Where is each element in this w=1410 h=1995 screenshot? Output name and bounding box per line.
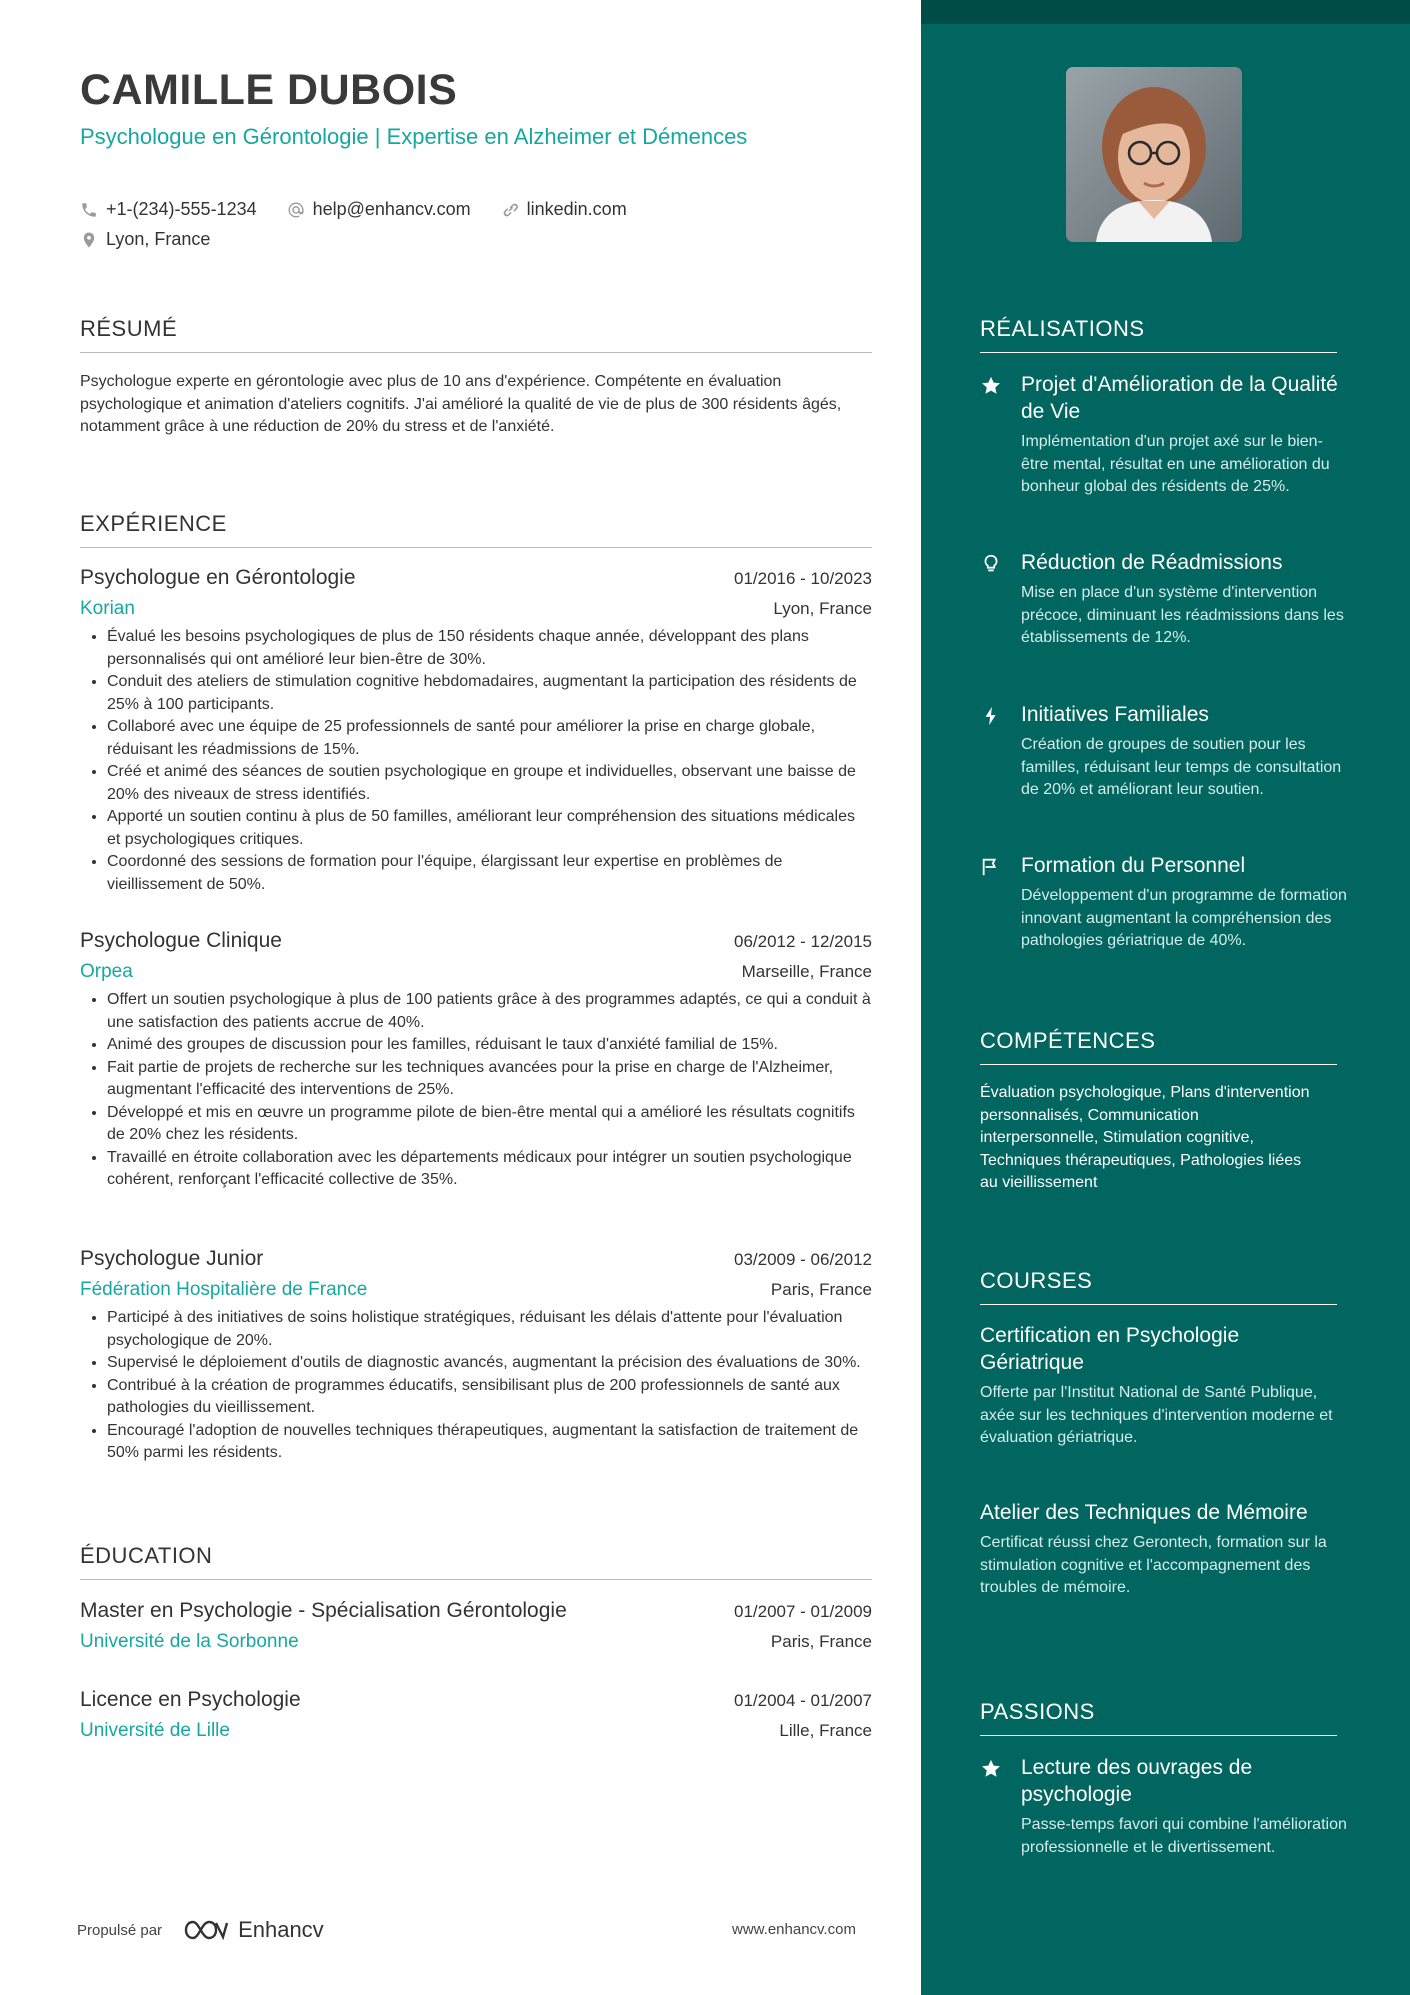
job-bullet: • Coordonné des sessions de formation pour l'équipe, élargissant leur expertise en problèmes de vieillissement de 50%. (107, 851, 872, 896)
job-location: Lyon, France (773, 599, 872, 618)
location-row (80, 229, 210, 250)
degree-dates: 01/2004 - 01/2007 (733, 1691, 872, 1710)
achievement-item (980, 701, 1350, 802)
link-icon (501, 201, 519, 219)
education-item (80, 1688, 872, 1742)
education-section-title: ÉDUCATION (80, 1543, 872, 1580)
job-location: Paris, France (770, 1280, 872, 1299)
profile-photo-image (1066, 67, 1242, 242)
degree-title: Licence en Psychologie (80, 1688, 301, 1711)
skills-section-title: COMPÉTENCES (980, 1028, 1337, 1065)
phone-text: +1-(234)-555-1234 (106, 199, 257, 219)
passion-title: Lecture des ouvrages de psychologie (1021, 1756, 1253, 1806)
achievement-title: Formation du Personnel (1021, 854, 1246, 877)
achievement-item (980, 852, 1350, 953)
course-item (980, 1499, 1335, 1600)
star-icon (980, 375, 1002, 397)
job-bullet: • Apporté un soutien continu à plus de 50 familles, améliorant leur compréhension des situations médicales et psychologiques critiques. (107, 806, 872, 851)
achievement-item (980, 371, 1350, 499)
passion-item (980, 1754, 1350, 1859)
school-location: Paris, France (770, 1632, 872, 1651)
phone-icon (80, 201, 98, 219)
course-title: Certification en Psychologie Gériatrique (980, 1324, 1240, 1374)
email-contact[interactable] (287, 199, 471, 220)
location-contact (80, 229, 210, 250)
school-name: Université de Lille (80, 1720, 230, 1741)
linkedin-text: linkedin.com (526, 199, 627, 219)
skills-text: Évaluation psychologique, Plans d'intervention personnalisés, Communication interpersonnelle, Stimulation cognitive, Techniques thérapeutiques, Pathologies liées au vieillissement (980, 1084, 1310, 1191)
email-text: help@enhancv.com (312, 199, 471, 219)
job-location: Marseille, France (741, 962, 872, 981)
achievement-title: Initiatives Familiales (1021, 703, 1209, 726)
job-dates: 06/2012 - 12/2015 (733, 932, 872, 951)
location-pin-icon (80, 231, 98, 249)
enhancv-logo-icon (182, 1918, 228, 1942)
job-company: Orpea (80, 961, 133, 982)
course-title: Atelier des Techniques de Mémoire (980, 1501, 1308, 1524)
website-link[interactable]: www.enhancv.com (732, 1921, 856, 1938)
flag-icon (980, 856, 1002, 878)
job-company: Korian (80, 598, 135, 619)
candidate-name: CAMILLE DUBOIS (80, 66, 458, 114)
job-dates: 01/2016 - 10/2023 (733, 569, 872, 588)
job-title: Psychologue en Gérontologie (80, 566, 356, 589)
experience-section-title: EXPÉRIENCE (80, 511, 872, 548)
passions-section-title: PASSIONS (980, 1699, 1337, 1736)
job-bullet: • Travaillé en étroite collaboration avec les départements médicaux pour intégrer un soutien psychologique cohérent, renforçant l'efficacité collective de 35%. (107, 1147, 872, 1192)
job-title: Psychologue Junior (80, 1247, 264, 1270)
lightning-icon (980, 705, 1002, 727)
job-bullet: • Développé et mis en œuvre un programme pilote de bien-être mental qui a amélioré les résultats cognitifs de 20% chez les résidents. (107, 1102, 872, 1147)
achievement-desc: Implémentation d'un projet axé sur le bien-être mental, résultat en une amélioration du bonheur global des résidents de 25%. (1021, 433, 1330, 495)
contact-row (80, 199, 627, 220)
lightbulb-icon (980, 553, 1002, 575)
summary-text: Psychologue experte en gérontologie avec plus de 10 ans d'expérience. Compétente en évaluation psychologique et animation d'ateliers cognitifs. J'ai amélioré la qualité de vie de plus de 300 résidents âgés, notamment grâce à une réduction de 20% du stress et de l'anxiété. (80, 373, 842, 435)
job-bullet: • Fait partie de projets de recherche sur les techniques avancées pour la prise en charge de l'Alzheimer, augmentant l'efficacité des interventions de 25%. (107, 1057, 872, 1102)
star-icon (980, 1758, 1002, 1780)
courses-section-title: COURSES (980, 1268, 1337, 1305)
school-location: Lille, France (779, 1721, 872, 1740)
achievement-title: Réduction de Réadmissions (1021, 551, 1283, 574)
job-company: Fédération Hospitalière de France (80, 1279, 368, 1300)
course-desc: Certificat réussi chez Gerontech, formation sur la stimulation cognitive et l'accompagnement des troubles de mémoire. (980, 1534, 1327, 1596)
job-title: Psychologue Clinique (80, 929, 282, 952)
location-text: Lyon, France (106, 229, 211, 249)
experience-item (80, 566, 872, 896)
passion-desc: Passe-temps favori qui combine l'amélioration professionnelle et le divertissement. (1021, 1816, 1347, 1856)
job-bullet: • Évalué les besoins psychologiques de plus de 150 résidents chaque année, développant des plans personnalisés qui ont amélioré leur bien-être de 30%. (107, 626, 872, 671)
job-dates: 03/2009 - 06/2012 (733, 1250, 872, 1269)
job-bullet: • Créé et animé des séances de soutien psychologique en groupe et individuelles, observant une baisse de 20% des niveaux de stress identifiés. (107, 761, 872, 806)
powered-by-text: Propulsé par (77, 1921, 163, 1939)
brand-name: Enhancv (238, 1917, 324, 1942)
job-bullet: • Offert un soutien psychologique à plus de 100 patients grâce à des programmes adaptés, ce qui a conduit à une satisfaction des patients accrue de 40%. (107, 989, 872, 1034)
job-bullet: • Animé des groupes de discussion pour les familles, réduisant le taux d'anxiété familial de 15%. (107, 1034, 872, 1057)
summary-section-title: RÉSUMÉ (80, 316, 872, 353)
job-bullet: • Encouragé l'adoption de nouvelles techniques thérapeutiques, augmentant la satisfaction de traitement de 50% parmi les résidents. (107, 1420, 872, 1465)
sidebar (921, 0, 1410, 1995)
school-name: Université de la Sorbonne (80, 1631, 299, 1652)
sidebar-top-band (921, 0, 1410, 24)
achievement-item (980, 549, 1350, 650)
achievement-desc: Mise en place d'un système d'intervention précoce, diminuant les réadmissions dans les établissements de 12%. (1021, 584, 1344, 646)
degree-dates: 01/2007 - 01/2009 (733, 1602, 872, 1621)
at-icon (287, 201, 305, 219)
profile-photo (1066, 67, 1242, 242)
course-desc: Offerte par l'Institut National de Santé Publique, axée sur les techniques d'intervention moderne et évaluation gériatrique. (980, 1384, 1333, 1446)
achievement-desc: Développement d'un programme de formation innovant augmentant la compréhension des pathologies gériatrique de 40%. (1021, 887, 1347, 949)
job-bullet: • Participé à des initiatives de soins holistique stratégiques, réduisant les délais d'attente pour l'évaluation psychologique de 20%. (107, 1307, 872, 1352)
achievement-desc: Création de groupes de soutien pour les familles, réduisant leur temps de consultation de 20% et améliorant leur soutien. (1021, 736, 1342, 798)
education-item (80, 1599, 872, 1653)
course-item (980, 1322, 1335, 1450)
phone-contact[interactable] (80, 199, 257, 220)
linkedin-contact[interactable] (501, 199, 627, 220)
job-bullets (80, 989, 872, 1192)
achievements-section-title: RÉALISATIONS (980, 316, 1337, 353)
job-bullets (80, 1307, 872, 1465)
job-bullets (80, 626, 872, 896)
job-bullet: • Conduit des ateliers de stimulation cognitive hebdomadaires, augmentant la participation des résidents de 25% à 100 participants. (107, 671, 872, 716)
job-bullet: • Supervisé le déploiement d'outils de diagnostic avancés, augmentant la précision des évaluations de 30%. (107, 1352, 872, 1375)
degree-title: Master en Psychologie - Spécialisation Gérontologie (80, 1599, 567, 1622)
candidate-subtitle: Psychologue en Gérontologie | Expertise en Alzheimer et Démences (80, 124, 748, 149)
experience-item (80, 929, 872, 1192)
job-bullet: • Collaboré avec une équipe de 25 professionnels de santé pour améliorer la prise en charge globale, réduisant les réadmissions de 15%. (107, 716, 872, 761)
experience-item (80, 1247, 872, 1465)
footer-branding (77, 1917, 324, 1943)
enhancv-logo[interactable] (182, 1917, 324, 1943)
job-bullet: • Contribué à la création de programmes éducatifs, sensibilisant plus de 200 professionnels de santé aux pathologies du vieillissement. (107, 1375, 872, 1420)
achievement-title: Projet d'Amélioration de la Qualité de Vie (1021, 373, 1338, 423)
